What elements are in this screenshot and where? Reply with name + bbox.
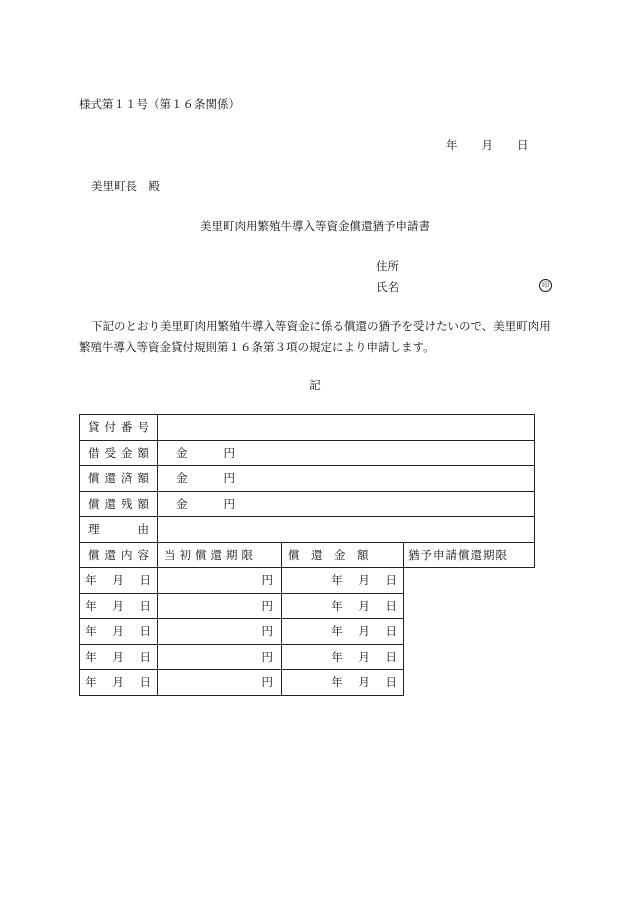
original-deadline-cell[interactable]: 年 月 日	[80, 619, 158, 645]
repayment-row	[80, 670, 535, 696]
repaid-amount-label: 償還済額	[80, 466, 158, 492]
remaining-amount-label: 償還残額	[80, 491, 158, 517]
repayment-header-row	[80, 542, 535, 568]
reason-value[interactable]	[158, 517, 535, 543]
date-month: 月	[481, 138, 493, 152]
repayment-row	[80, 619, 535, 645]
repayment-amount-cell[interactable]: 円	[158, 670, 282, 696]
repayment-row	[80, 644, 535, 670]
deferral-deadline-cell[interactable]: 年 月 日	[282, 619, 404, 645]
repaid-amount-value[interactable]: 金 円	[158, 466, 535, 492]
borrowed-amount-label: 借受金額	[80, 440, 158, 466]
original-deadline-cell[interactable]: 年 月 日	[80, 644, 158, 670]
application-table	[79, 414, 535, 696]
deferral-deadline-cell[interactable]: 年 月 日	[282, 670, 404, 696]
repayment-amount-cell[interactable]: 円	[158, 568, 282, 594]
loan-number-row	[80, 415, 535, 441]
address-label: 住所	[376, 259, 399, 273]
form-number: 様式第１１号（第１６条関係）	[79, 97, 240, 111]
repaid-amount-row	[80, 466, 535, 492]
ki-heading: 記	[309, 378, 321, 392]
date-year: 年	[446, 138, 458, 152]
col-original-deadline: 当初償還期限	[158, 542, 282, 568]
deferral-deadline-cell[interactable]: 年 月 日	[282, 644, 404, 670]
addressee: 美里町長 殿	[91, 179, 160, 193]
col-repayment-amount: 償 還 金 額	[282, 542, 404, 568]
col-deferral-deadline: 猶予申請償還期限	[404, 542, 535, 568]
repayment-amount-cell[interactable]: 円	[158, 619, 282, 645]
borrowed-amount-value[interactable]: 金 円	[158, 440, 535, 466]
body-text: 下記のとおり美里町肉用繁殖牛導入等資金に係る償還の猶予を受けたいので、美里町肉用繁殖牛導入等資金貸付規則第１６条第３項の規定により申請します。	[79, 319, 551, 354]
document-title: 美里町肉用繁殖牛導入等資金償還猶予申請書	[200, 219, 430, 233]
date-line	[446, 137, 529, 153]
original-deadline-cell[interactable]: 年 月 日	[80, 568, 158, 594]
repayment-amount-cell[interactable]: 円	[158, 644, 282, 670]
reason-row	[80, 517, 535, 543]
repayment-amount-cell[interactable]: 円	[158, 593, 282, 619]
remaining-amount-row	[80, 491, 535, 517]
original-deadline-cell[interactable]: 年 月 日	[80, 593, 158, 619]
date-day: 日	[517, 138, 529, 152]
name-label: 氏名	[376, 280, 399, 294]
original-deadline-cell[interactable]: 年 月 日	[80, 670, 158, 696]
remaining-amount-value[interactable]: 金 円	[158, 491, 535, 517]
loan-number-label: 貸付番号	[80, 415, 158, 441]
seal-mark: 印	[539, 279, 552, 292]
deferral-deadline-cell[interactable]: 年 月 日	[282, 593, 404, 619]
reason-label: 理 由	[80, 517, 158, 543]
repayment-row	[80, 568, 535, 594]
loan-number-value[interactable]	[158, 415, 535, 441]
deferral-deadline-cell[interactable]: 年 月 日	[282, 568, 404, 594]
borrowed-amount-row	[80, 440, 535, 466]
repayment-row	[80, 593, 535, 619]
repayment-details-label: 償還内容	[80, 542, 158, 568]
